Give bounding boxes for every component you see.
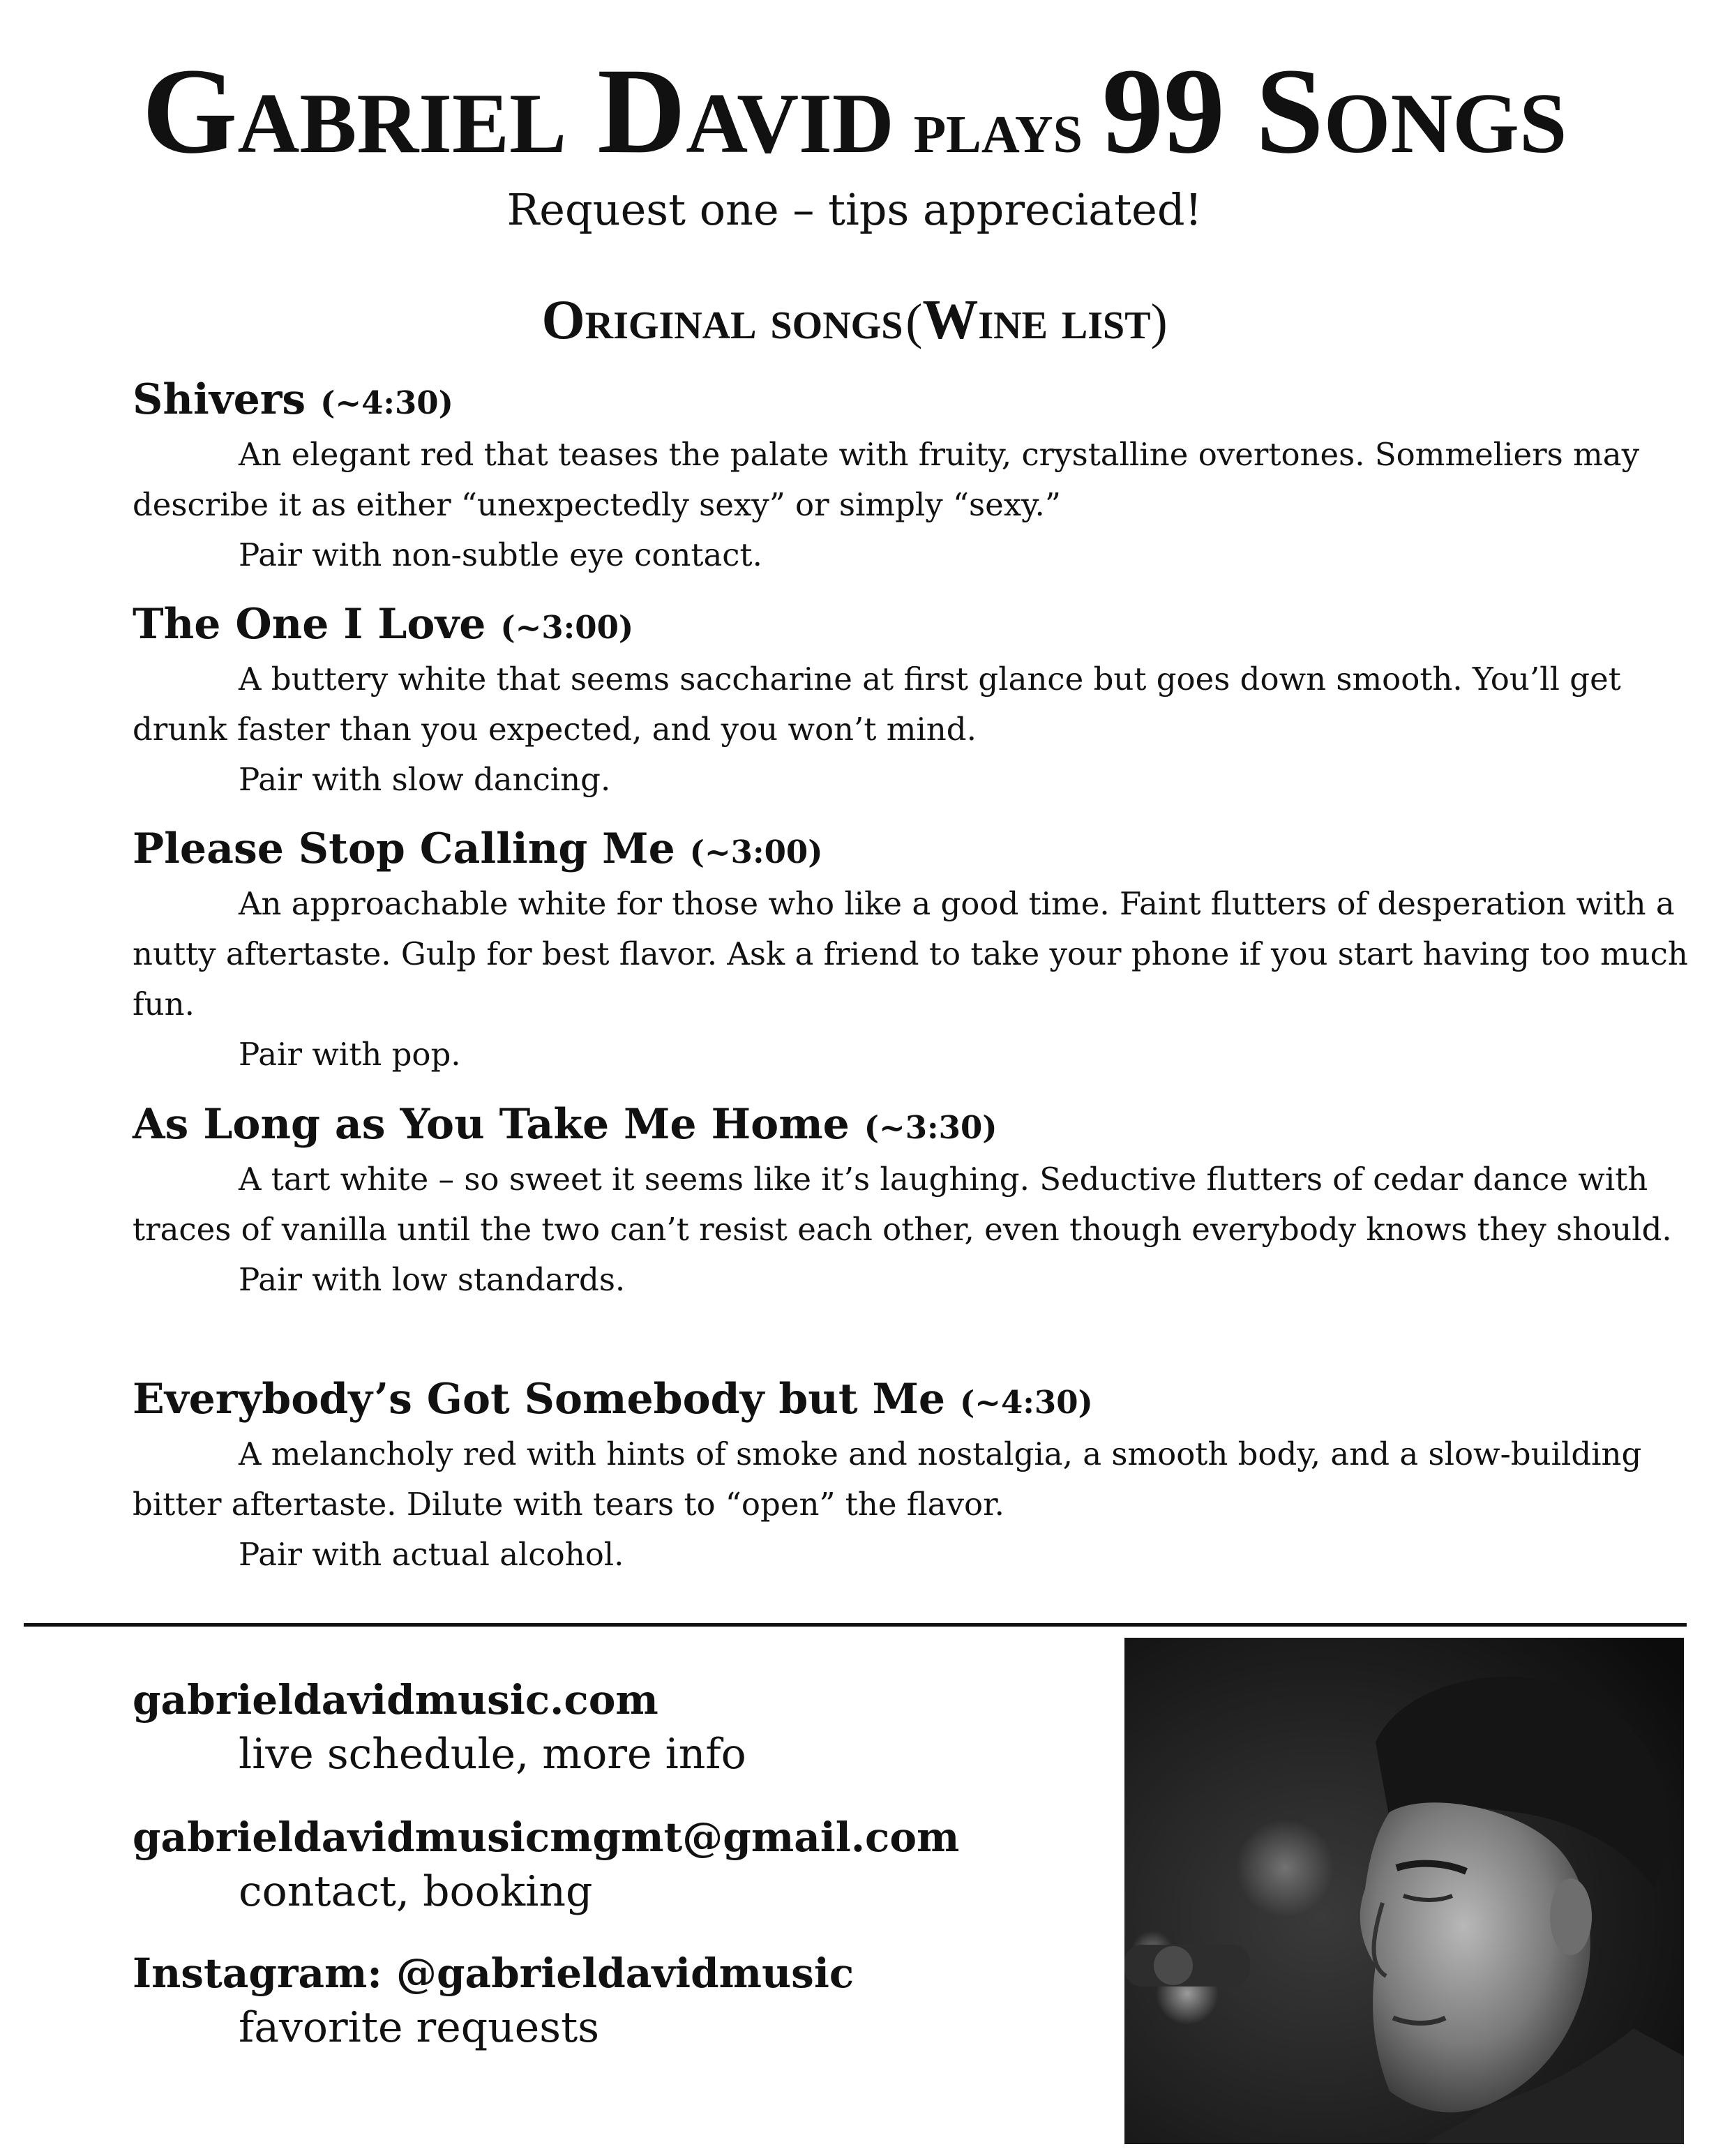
song-pairing: Pair with actual alcohol.: [239, 1536, 624, 1573]
song-pairing: Pair with low standards.: [239, 1261, 626, 1298]
song-pairing: Pair with slow dancing.: [239, 761, 611, 798]
song-duration: (~3:00): [689, 834, 823, 870]
title-songs: 99 Songs: [1101, 43, 1567, 179]
performer-photo: [1124, 1638, 1684, 2144]
song-item-please-stop-calling-me: [133, 822, 1688, 1080]
page-subtitle: Request one – tips appreciated!: [506, 184, 1203, 235]
song-duration: (~3:30): [864, 1109, 997, 1146]
email-link[interactable]: gabrieldavidmusicmgmt@gmail.com: [133, 1814, 960, 1861]
section-heading-main: Original songs: [541, 289, 903, 351]
contact-website: [133, 1673, 746, 1781]
instagram-handle[interactable]: Instagram: @gabrieldavidmusic: [133, 1950, 854, 1997]
website-description: live schedule, more info: [239, 1730, 746, 1779]
song-title: As Long as You Take Me Home: [133, 1100, 850, 1149]
contact-email: [133, 1810, 959, 1919]
contact-instagram: [133, 1946, 854, 2055]
song-duration: (~4:30): [960, 1384, 1093, 1421]
song-description: A buttery white that seems saccharine at first glance but goes down smooth. You’ll get drunk faster than you expected, and you won’t mind.: [133, 661, 1621, 748]
song-pairing: Pair with non-subtle eye contact.: [239, 536, 762, 573]
song-item-everybodys-got-somebody-but-me: [133, 1373, 1688, 1580]
section-heading-sub: Wine list: [922, 289, 1151, 351]
website-link[interactable]: gabrieldavidmusic.com: [133, 1676, 658, 1724]
page-title: [0, 43, 1709, 179]
song-title: Shivers: [133, 375, 306, 424]
song-title: Everybody’s Got Somebody but Me: [133, 1375, 946, 1424]
performer-photo-icon: [1124, 1638, 1684, 2144]
song-pairing: Pair with pop.: [239, 1036, 461, 1073]
song-item-the-one-i-love: [133, 598, 1688, 805]
song-title: The One I Love: [133, 600, 486, 649]
song-description: A tart white – so sweet it seems like it’s laughing. Seductive flutters of cedar dance with traces of vanilla until the two can’t resist each other, even though everybody knows they should.: [133, 1161, 1672, 1248]
email-description: contact, booking: [239, 1867, 593, 1916]
title-name: Gabriel David: [142, 43, 894, 179]
song-item-shivers: [133, 373, 1688, 580]
title-plays: plays: [913, 86, 1083, 169]
song-duration: (~3:00): [500, 609, 634, 646]
section-divider: [24, 1623, 1687, 1627]
song-description: An elegant red that teases the palate with fruity, crystalline overtones. Sommeliers may describe it as either “unexpectedly sexy” or simply “sexy.”: [133, 436, 1639, 523]
song-item-as-long-as-you-take-me-home: [133, 1098, 1688, 1305]
song-title: Please Stop Calling Me: [133, 824, 675, 873]
song-duration: (~4:30): [320, 384, 453, 421]
song-description: A melancholy red with hints of smoke and nostalgia, a smooth body, and a slow-building bitter aftertaste. Dilute with tears to “open” the flavor.: [133, 1435, 1642, 1523]
section-heading: Original songs (Wine list): [541, 289, 1168, 351]
instagram-description: favorite requests: [239, 2003, 600, 2052]
song-description: An approachable white for those who like a good time. Faint flutters of desperation with a nutty aftertaste. Gulp for best flavor. Ask a friend to take your phone if you start having too much fun.: [133, 885, 1688, 1023]
